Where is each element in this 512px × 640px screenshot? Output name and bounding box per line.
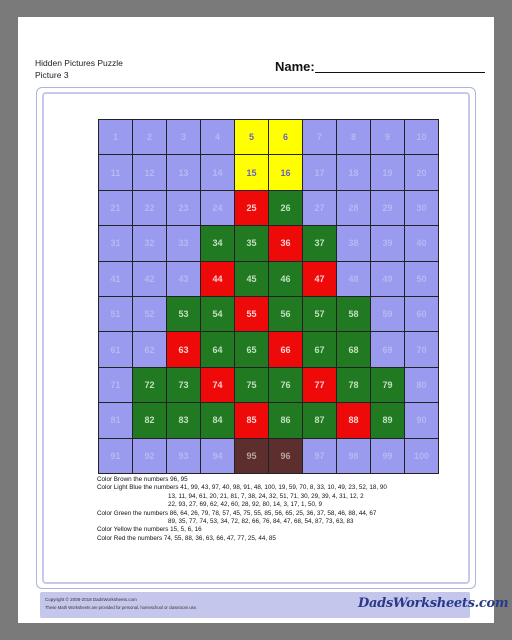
grid-cell: 99 xyxy=(371,439,405,474)
grid-cell: 4 xyxy=(201,120,235,155)
grid-cell: 46 xyxy=(269,262,303,297)
grid-cell: 72 xyxy=(133,368,167,403)
grid-cell: 53 xyxy=(167,297,201,332)
grid-cell: 65 xyxy=(235,332,269,367)
grid-cell: 52 xyxy=(133,297,167,332)
grid-cell: 40 xyxy=(405,226,439,261)
grid-cell: 24 xyxy=(201,191,235,226)
grid-cell: 75 xyxy=(235,368,269,403)
name-label: Name: xyxy=(275,59,315,74)
grid-cell: 63 xyxy=(167,332,201,367)
grid-cell: 9 xyxy=(371,120,405,155)
grid-cell: 90 xyxy=(405,403,439,438)
grid-cell: 80 xyxy=(405,368,439,403)
grid-cell: 17 xyxy=(303,155,337,190)
grid-cell: 34 xyxy=(201,226,235,261)
grid-cell: 29 xyxy=(371,191,405,226)
grid-cell: 57 xyxy=(303,297,337,332)
grid-cell: 5 xyxy=(235,120,269,155)
grid-cell: 37 xyxy=(303,226,337,261)
grid-cell: 43 xyxy=(167,262,201,297)
grid-cell: 51 xyxy=(99,297,133,332)
instruction-continuation: 22, 93, 27, 69, 62, 42, 60, 28, 92, 80, 14, 3, 17, 1, 50, 9 xyxy=(168,501,323,509)
grid-cell: 66 xyxy=(269,332,303,367)
hundreds-grid xyxy=(98,119,439,474)
grid-cell: 96 xyxy=(269,439,303,474)
grid-cell: 55 xyxy=(235,297,269,332)
grid-cell: 98 xyxy=(337,439,371,474)
instruction-line: Color Green the numbers 86, 64, 26, 79, 78, 57, 45, 75, 55, 85, 56, 65, 25, 36, 37, 58, 46, 88, 44, 67 xyxy=(97,509,377,517)
grid-cell: 35 xyxy=(235,226,269,261)
grid-cell: 2 xyxy=(133,120,167,155)
grid-cell: 86 xyxy=(269,403,303,438)
grid-cell: 82 xyxy=(133,403,167,438)
grid-cell: 26 xyxy=(269,191,303,226)
grid-cell: 77 xyxy=(303,368,337,403)
copyright-text: Copyright © 2008-2018 DadsWorksheets.com xyxy=(45,597,137,602)
grid-cell: 61 xyxy=(99,332,133,367)
grid-cell: 36 xyxy=(269,226,303,261)
puzzle-title: Hidden Pictures Puzzle xyxy=(35,58,123,68)
grid-cell: 30 xyxy=(405,191,439,226)
grid-cell: 67 xyxy=(303,332,337,367)
grid-cell: 83 xyxy=(167,403,201,438)
grid-cell: 92 xyxy=(133,439,167,474)
brand-logo: DadsWorksheets.com xyxy=(358,596,509,611)
grid-cell: 91 xyxy=(99,439,133,474)
grid-cell: 62 xyxy=(133,332,167,367)
color-instructions xyxy=(97,476,467,543)
grid-cell: 78 xyxy=(337,368,371,403)
worksheet-page xyxy=(18,17,509,623)
grid-cell: 88 xyxy=(337,403,371,438)
grid-cell: 87 xyxy=(303,403,337,438)
grid-cell: 50 xyxy=(405,262,439,297)
grid-cell: 28 xyxy=(337,191,371,226)
grid-cell: 13 xyxy=(167,155,201,190)
grid-cell: 10 xyxy=(405,120,439,155)
grid-cell: 42 xyxy=(133,262,167,297)
grid-cell: 33 xyxy=(167,226,201,261)
grid-cell: 41 xyxy=(99,262,133,297)
grid-cell: 31 xyxy=(99,226,133,261)
grid-cell: 19 xyxy=(371,155,405,190)
grid-cell: 22 xyxy=(133,191,167,226)
puzzle-subtitle: Picture 3 xyxy=(35,70,69,80)
grid-cell: 7 xyxy=(303,120,337,155)
instruction-continuation: 13, 11, 94, 61, 20, 21, 81, 7, 38, 24, 32, 51, 71, 30, 29, 39, 4, 31, 12, 2 xyxy=(168,492,364,500)
grid-cell: 11 xyxy=(99,155,133,190)
instruction-line: Color Red the numbers 74, 55, 88, 36, 63, 66, 47, 77, 25, 44, 85 xyxy=(97,534,276,542)
grid-cell: 64 xyxy=(201,332,235,367)
grid-cell: 38 xyxy=(337,226,371,261)
instruction-line: Color Light Blue the numbers 41, 99, 43, 97, 40, 98, 91, 48, 100, 19, 59, 70, 8, 33, 10, 49, 23, 52, 18, 90 xyxy=(97,484,387,492)
grid-cell: 70 xyxy=(405,332,439,367)
grid-cell: 93 xyxy=(167,439,201,474)
grid-cell: 89 xyxy=(371,403,405,438)
grid-cell: 45 xyxy=(235,262,269,297)
grid-cell: 18 xyxy=(337,155,371,190)
grid-cell: 47 xyxy=(303,262,337,297)
grid-cell: 100 xyxy=(405,439,439,474)
grid-cell: 73 xyxy=(167,368,201,403)
grid-cell: 60 xyxy=(405,297,439,332)
grid-cell: 71 xyxy=(99,368,133,403)
grid-cell: 23 xyxy=(167,191,201,226)
grid-cell: 3 xyxy=(167,120,201,155)
instruction-line: Color Brown the numbers 96, 95 xyxy=(97,476,188,483)
grid-cell: 94 xyxy=(201,439,235,474)
grid-cell: 1 xyxy=(99,120,133,155)
grid-cell: 85 xyxy=(235,403,269,438)
grid-cell: 69 xyxy=(371,332,405,367)
grid-cell: 76 xyxy=(269,368,303,403)
grid-cell: 58 xyxy=(337,297,371,332)
grid-cell: 8 xyxy=(337,120,371,155)
grid-cell: 49 xyxy=(371,262,405,297)
grid-cell: 79 xyxy=(371,368,405,403)
grid-cell: 25 xyxy=(235,191,269,226)
grid-cell: 84 xyxy=(201,403,235,438)
disclaimer-text: These Math Worksheets are provided for personal, homeschool or classroom use. xyxy=(45,605,198,610)
grid-cell: 27 xyxy=(303,191,337,226)
grid-cell: 15 xyxy=(235,155,269,190)
grid-cell: 48 xyxy=(337,262,371,297)
instruction-continuation: 89, 35, 77, 74, 53, 34, 72, 82, 66, 76, 84, 47, 68, 54, 87, 73, 63, 83 xyxy=(168,518,354,526)
grid-cell: 74 xyxy=(201,368,235,403)
grid-cell: 56 xyxy=(269,297,303,332)
grid-cell: 16 xyxy=(269,155,303,190)
grid-cell: 21 xyxy=(99,191,133,226)
grid-cell: 54 xyxy=(201,297,235,332)
grid-cell: 6 xyxy=(269,120,303,155)
name-line xyxy=(315,72,485,73)
grid-cell: 12 xyxy=(133,155,167,190)
grid-cell: 68 xyxy=(337,332,371,367)
grid-cell: 39 xyxy=(371,226,405,261)
grid-cell: 44 xyxy=(201,262,235,297)
grid-cell: 95 xyxy=(235,439,269,474)
instruction-line: Color Yellow the numbers 15, 5, 6, 16 xyxy=(97,526,202,534)
grid-cell: 32 xyxy=(133,226,167,261)
grid-cell: 97 xyxy=(303,439,337,474)
grid-cell: 14 xyxy=(201,155,235,190)
grid-cell: 81 xyxy=(99,403,133,438)
grid-cell: 20 xyxy=(405,155,439,190)
grid-cell: 59 xyxy=(371,297,405,332)
